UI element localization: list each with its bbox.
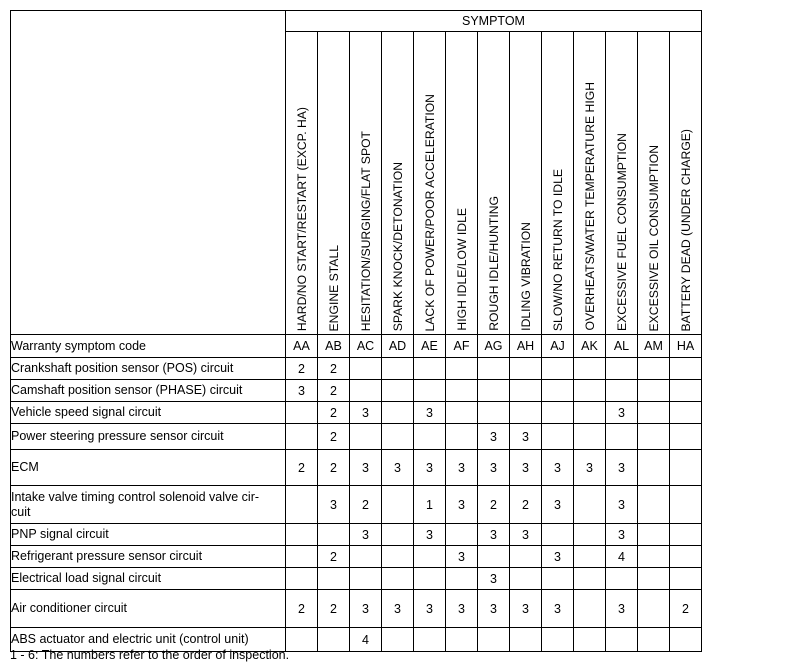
inspection-order-cell: [478, 402, 510, 424]
inspection-order-cell: [670, 546, 702, 568]
table-row: [11, 424, 702, 450]
inspection-order-cell: [414, 628, 446, 652]
symptom-column-header: [478, 32, 510, 335]
table-body: [11, 335, 702, 652]
inspection-order-cell: 3: [510, 524, 542, 546]
inspection-order-cell: [318, 568, 350, 590]
symptom-column-header: [286, 32, 318, 335]
inspection-order-cell: 3: [414, 524, 446, 546]
inspection-order-cell: [318, 524, 350, 546]
inspection-order-cell: [574, 402, 606, 424]
inspection-order-cell: [510, 628, 542, 652]
inspection-order-cell: [574, 486, 606, 524]
inspection-order-cell: [542, 628, 574, 652]
row-label: ABS actuator and electric unit (control unit): [11, 628, 286, 652]
inspection-order-cell: 3: [606, 590, 638, 628]
table-row: [11, 380, 702, 402]
table-row: [11, 568, 702, 590]
inspection-order-cell: 3: [510, 590, 542, 628]
row-label: PNP signal circuit: [11, 524, 286, 546]
warranty-code-cell: AK: [574, 335, 606, 358]
inspection-order-cell: [382, 546, 414, 568]
symptom-column-header: [510, 32, 542, 335]
row-label: Vehicle speed signal circuit: [11, 402, 286, 424]
inspection-order-cell: [382, 424, 414, 450]
inspection-order-cell: [670, 380, 702, 402]
inspection-order-cell: [446, 628, 478, 652]
symptom-column-label: HESITATION/SURGING/FLAT SPOT: [358, 130, 373, 331]
symptom-column-label: HIGH IDLE/LOW IDLE: [454, 208, 469, 331]
inspection-order-cell: [574, 358, 606, 380]
inspection-order-cell: [574, 628, 606, 652]
inspection-order-cell: [286, 424, 318, 450]
symptom-column-header: [670, 32, 702, 335]
symptom-column-label: EXCESSIVE OIL CONSUMPTION: [646, 144, 661, 331]
symptom-column-label: HARD/NO START/RESTART (EXCP. HA): [294, 106, 309, 331]
inspection-order-cell: 2: [478, 486, 510, 524]
table-row: [11, 546, 702, 568]
symptom-column-header: [446, 32, 478, 335]
inspection-order-cell: [382, 628, 414, 652]
inspection-order-cell: 3: [574, 450, 606, 486]
inspection-order-cell: 3: [414, 590, 446, 628]
inspection-order-cell: 3: [350, 450, 382, 486]
warranty-code-cell: AE: [414, 335, 446, 358]
inspection-order-cell: 2: [286, 450, 318, 486]
inspection-order-cell: [318, 628, 350, 652]
inspection-order-cell: 2: [318, 424, 350, 450]
symptom-column-label: EXCESSIVE FUEL CONSUMPTION: [614, 133, 629, 331]
inspection-order-cell: 3: [478, 590, 510, 628]
inspection-order-cell: 3: [414, 402, 446, 424]
symptom-title: SYMPTOM: [286, 11, 702, 32]
inspection-order-cell: 3: [350, 402, 382, 424]
inspection-order-cell: [542, 358, 574, 380]
inspection-order-cell: [478, 628, 510, 652]
table-row: [11, 358, 702, 380]
inspection-order-cell: [446, 380, 478, 402]
symptom-column-label: ENGINE STALL: [326, 244, 341, 331]
table-row: [11, 450, 702, 486]
inspection-order-cell: [286, 486, 318, 524]
table-row: [11, 486, 702, 524]
inspection-order-cell: 3: [606, 450, 638, 486]
inspection-order-cell: 3: [350, 524, 382, 546]
inspection-order-cell: [414, 424, 446, 450]
inspection-order-cell: [574, 380, 606, 402]
inspection-order-cell: 2: [318, 402, 350, 424]
inspection-order-cell: [638, 628, 670, 652]
inspection-order-cell: 3: [382, 450, 414, 486]
row-label: Electrical load signal circuit: [11, 568, 286, 590]
inspection-order-cell: 3: [542, 546, 574, 568]
inspection-order-cell: [510, 402, 542, 424]
inspection-order-cell: [670, 524, 702, 546]
inspection-order-cell: 2: [318, 590, 350, 628]
inspection-order-cell: [542, 402, 574, 424]
symptom-column-label: LACK OF POWER/POOR ACCELERATION: [422, 93, 437, 331]
inspection-order-cell: [286, 628, 318, 652]
inspection-order-cell: 3: [446, 590, 478, 628]
warranty-code-cell: AF: [446, 335, 478, 358]
table-row: [11, 590, 702, 628]
inspection-order-cell: [574, 590, 606, 628]
symptom-column-header: [574, 32, 606, 335]
symptom-column-header: [606, 32, 638, 335]
warranty-code-cell: AM: [638, 335, 670, 358]
inspection-order-cell: [606, 380, 638, 402]
table-row: [11, 524, 702, 546]
inspection-order-cell: [510, 568, 542, 590]
inspection-order-cell: 2: [670, 590, 702, 628]
inspection-order-cell: [670, 568, 702, 590]
symptom-column-header: [318, 32, 350, 335]
warranty-code-cell: HA: [670, 335, 702, 358]
warranty-code-cell: AG: [478, 335, 510, 358]
row-label: Refrigerant pressure sensor circuit: [11, 546, 286, 568]
inspection-order-cell: [638, 524, 670, 546]
inspection-order-cell: [510, 546, 542, 568]
inspection-order-cell: 3: [478, 568, 510, 590]
inspection-order-cell: 3: [606, 402, 638, 424]
inspection-order-cell: [606, 568, 638, 590]
inspection-order-cell: 2: [286, 358, 318, 380]
inspection-order-cell: [638, 402, 670, 424]
inspection-order-cell: [638, 380, 670, 402]
inspection-order-cell: [606, 424, 638, 450]
inspection-order-cell: 2: [286, 590, 318, 628]
inspection-order-cell: [414, 546, 446, 568]
inspection-order-cell: [542, 568, 574, 590]
symptom-column-label: SPARK KNOCK/DETONATION: [390, 161, 405, 331]
inspection-order-cell: [350, 568, 382, 590]
inspection-order-cell: 3: [478, 424, 510, 450]
inspection-order-cell: 3: [350, 590, 382, 628]
inspection-order-cell: [286, 402, 318, 424]
row-label: Warranty symptom code: [11, 335, 286, 358]
warranty-code-cell: AB: [318, 335, 350, 358]
inspection-order-cell: 3: [542, 450, 574, 486]
inspection-order-cell: [542, 424, 574, 450]
inspection-order-cell: [510, 380, 542, 402]
symptom-column-header: [382, 32, 414, 335]
inspection-order-cell: [286, 568, 318, 590]
inspection-order-cell: [574, 524, 606, 546]
row-label: Camshaft position sensor (PHASE) circuit: [11, 380, 286, 402]
inspection-order-cell: [382, 402, 414, 424]
inspection-order-cell: [670, 358, 702, 380]
inspection-order-cell: 3: [478, 524, 510, 546]
inspection-order-cell: [446, 524, 478, 546]
warranty-code-cell: AH: [510, 335, 542, 358]
inspection-order-cell: [478, 380, 510, 402]
inspection-order-cell: 3: [478, 450, 510, 486]
symptom-column-header: [638, 32, 670, 335]
inspection-order-cell: 3: [510, 424, 542, 450]
inspection-order-cell: [542, 380, 574, 402]
inspection-order-cell: 4: [606, 546, 638, 568]
inspection-order-cell: [638, 590, 670, 628]
inspection-order-cell: [350, 380, 382, 402]
inspection-order-cell: 3: [318, 486, 350, 524]
inspection-order-cell: 3: [542, 590, 574, 628]
inspection-order-cell: [574, 568, 606, 590]
warranty-code-cell: AC: [350, 335, 382, 358]
inspection-order-cell: 3: [606, 486, 638, 524]
inspection-order-cell: [510, 358, 542, 380]
inspection-order-cell: [382, 568, 414, 590]
inspection-order-cell: [574, 424, 606, 450]
inspection-order-cell: [478, 358, 510, 380]
diagnosis-matrix-table: [10, 10, 702, 652]
inspection-order-cell: 3: [606, 524, 638, 546]
symptom-column-label: SLOW/NO RETURN TO IDLE: [550, 168, 565, 331]
inspection-order-cell: [670, 450, 702, 486]
warranty-code-cell: AL: [606, 335, 638, 358]
inspection-order-cell: 3: [446, 486, 478, 524]
inspection-order-cell: [670, 628, 702, 652]
inspection-order-cell: [606, 358, 638, 380]
inspection-order-cell: [382, 524, 414, 546]
inspection-order-cell: [446, 402, 478, 424]
inspection-order-cell: 2: [318, 380, 350, 402]
inspection-order-cell: 2: [318, 358, 350, 380]
warranty-code-row: [11, 335, 702, 358]
symptom-column-header: [414, 32, 446, 335]
inspection-order-cell: 3: [446, 450, 478, 486]
inspection-order-cell: 3: [382, 590, 414, 628]
inspection-order-cell: [350, 424, 382, 450]
row-label: Power steering pressure sensor circuit: [11, 424, 286, 450]
symptom-column-label: IDLING VIBRATION: [518, 222, 533, 331]
inspection-order-cell: [638, 546, 670, 568]
inspection-order-cell: [542, 524, 574, 546]
inspection-order-cell: 3: [414, 450, 446, 486]
inspection-order-cell: 3: [510, 450, 542, 486]
symptom-column-label: ROUGH IDLE/HUNTING: [486, 196, 501, 331]
inspection-order-cell: [382, 486, 414, 524]
inspection-order-cell: [638, 486, 670, 524]
table-row: [11, 402, 702, 424]
inspection-order-cell: [414, 358, 446, 380]
inspection-order-cell: [350, 546, 382, 568]
row-label: Air conditioner circuit: [11, 590, 286, 628]
corner-cell: [11, 11, 286, 335]
warranty-code-cell: AA: [286, 335, 318, 358]
inspection-order-cell: 2: [318, 450, 350, 486]
row-label: ECM: [11, 450, 286, 486]
inspection-order-cell: 4: [350, 628, 382, 652]
inspection-order-cell: 2: [350, 486, 382, 524]
inspection-order-cell: [478, 546, 510, 568]
inspection-order-cell: [350, 358, 382, 380]
inspection-order-cell: 2: [510, 486, 542, 524]
inspection-order-cell: [638, 568, 670, 590]
inspection-order-cell: [446, 424, 478, 450]
symptom-column-label: BATTERY DEAD (UNDER CHARGE): [678, 128, 693, 331]
row-label: Intake valve timing control solenoid valve cir- cuit: [11, 486, 286, 524]
inspection-order-cell: 2: [318, 546, 350, 568]
row-label: Crankshaft position sensor (POS) circuit: [11, 358, 286, 380]
inspection-order-cell: [638, 358, 670, 380]
warranty-code-cell: AJ: [542, 335, 574, 358]
inspection-order-cell: [638, 424, 670, 450]
inspection-order-cell: 3: [542, 486, 574, 524]
inspection-order-cell: [286, 546, 318, 568]
inspection-order-cell: [446, 568, 478, 590]
inspection-order-cell: [446, 358, 478, 380]
inspection-order-cell: [670, 486, 702, 524]
symptom-column-header: [542, 32, 574, 335]
inspection-order-cell: 3: [446, 546, 478, 568]
inspection-order-cell: [638, 450, 670, 486]
inspection-order-cell: [414, 568, 446, 590]
inspection-order-cell: [414, 380, 446, 402]
inspection-order-cell: 1: [414, 486, 446, 524]
inspection-order-cell: [606, 628, 638, 652]
inspection-order-cell: [670, 424, 702, 450]
footnote: 1 - 6: The numbers refer to the order of inspection.: [10, 648, 290, 662]
inspection-order-cell: [286, 524, 318, 546]
inspection-order-cell: 3: [286, 380, 318, 402]
inspection-order-cell: [574, 546, 606, 568]
inspection-order-cell: [382, 358, 414, 380]
symptom-column-header: [350, 32, 382, 335]
inspection-order-cell: [382, 380, 414, 402]
warranty-code-cell: AD: [382, 335, 414, 358]
symptom-column-label: OVERHEATS/WATER TEMPERATURE HIGH: [582, 82, 597, 331]
inspection-order-cell: [670, 402, 702, 424]
